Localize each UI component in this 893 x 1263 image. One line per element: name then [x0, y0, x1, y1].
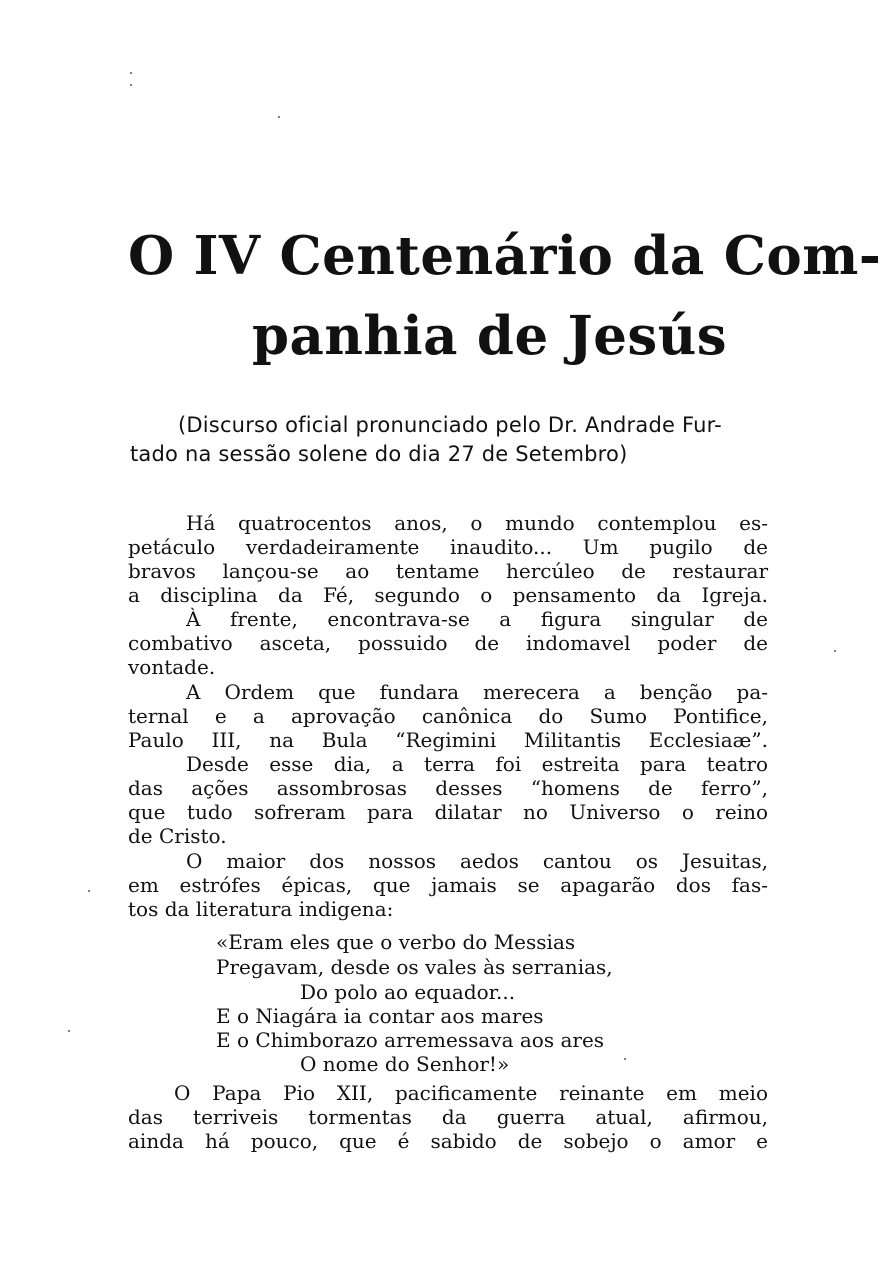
subtitle-line-2: tado na sessão solene do dia 27 de Setembro) [130, 442, 628, 466]
body-line: A Ordem que fundara merecera a benção pa- [186, 680, 768, 704]
body-line: petáculo verdadeiramente inaudito... Um pugilo de [128, 535, 768, 559]
body-line: vontade. [128, 655, 216, 679]
scan-speck [130, 84, 132, 86]
body-line: a disciplina da Fé, segundo o pensamento da Igreja. [128, 583, 768, 607]
body-line: que tudo sofreram para dilatar no Universo o reino [128, 800, 768, 824]
body-line: ternal e a aprovação canônica do Sumo Pontifice, [128, 704, 768, 728]
scan-speck [834, 650, 836, 652]
poem-line: E o Niagára ia contar aos mares [216, 1004, 544, 1028]
body-line: de Cristo. [128, 824, 227, 848]
body-line: combativo asceta, possuido de indomavel poder de [128, 631, 768, 655]
body-line: ainda há pouco, que é sabido de sobejo o amor e [128, 1129, 768, 1153]
poem-line: O nome do Senhor!» [300, 1052, 510, 1076]
page-title-line-2: panhia de Jesús [252, 305, 728, 367]
scan-speck [278, 116, 280, 118]
body-line: tos da literatura indigena: [128, 897, 394, 921]
body-line: À frente, encontrava-se a figura singular de [186, 607, 768, 631]
scan-speck [624, 1058, 626, 1060]
page-title-line-1: O IV Centenário da Com- [128, 225, 882, 287]
poem-line: Pregavam, desde os vales às serranias, [216, 955, 613, 979]
subtitle-line-1: (Discurso oficial pronunciado pelo Dr. Andrade Fur- [178, 413, 722, 437]
body-line: bravos lançou-se ao tentame hercúleo de restaurar [128, 559, 768, 583]
scan-speck [130, 72, 132, 74]
body-line: Paulo III, na Bula “Regimini Militantis Ecclesiaæ”. [128, 728, 768, 752]
body-line: Há quatrocentos anos, o mundo contemplou es- [186, 511, 768, 535]
poem-line: E o Chimborazo arremessava aos ares [216, 1028, 605, 1052]
poem-line: Do polo ao equador... [300, 980, 516, 1004]
body-line: das terriveis tormentas da guerra atual, afirmou, [128, 1105, 768, 1129]
body-line: das ações assombrosas desses “homens de ferro”, [128, 776, 768, 800]
body-line: O maior dos nossos aedos cantou os Jesuitas, [186, 849, 768, 873]
poem-line: «Eram eles que o verbo do Messias [216, 930, 576, 954]
body-line: O Papa Pio XII, pacificamente reinante em meio [174, 1081, 768, 1105]
scan-speck [68, 1030, 70, 1032]
body-line: em estrófes épicas, que jamais se apagarão dos fas- [128, 873, 768, 897]
body-line: Desde esse dia, a terra foi estreita para teatro [186, 752, 768, 776]
scan-speck [88, 890, 90, 892]
